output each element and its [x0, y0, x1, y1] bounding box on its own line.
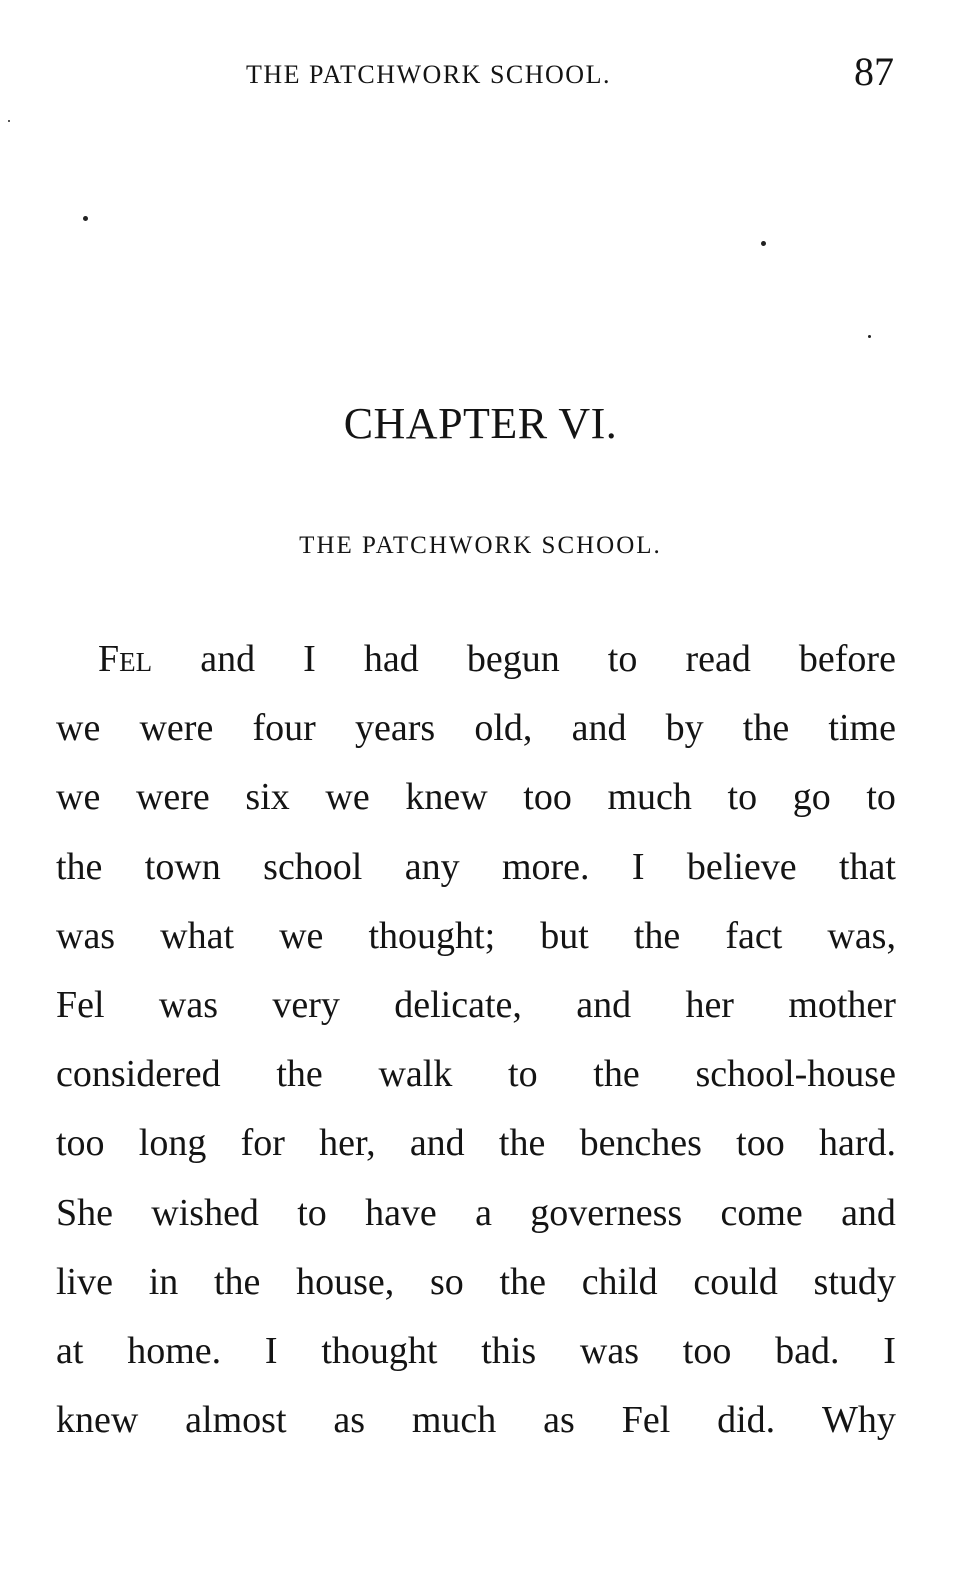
word: and — [576, 983, 632, 1026]
word: the — [593, 1053, 640, 1096]
word: were — [135, 776, 210, 819]
word: the — [742, 707, 790, 750]
word: we — [279, 914, 324, 957]
word: have — [365, 1191, 437, 1234]
word: her — [685, 983, 734, 1026]
word: six — [245, 776, 290, 819]
word: begun — [466, 638, 560, 680]
word: to — [508, 1053, 538, 1096]
word: thought; — [368, 914, 496, 957]
print-speck — [868, 335, 871, 338]
word: as — [543, 1399, 575, 1442]
word: governess — [530, 1191, 683, 1234]
text-line — [56, 980, 896, 1049]
word: what — [160, 914, 235, 957]
text-line — [56, 634, 896, 703]
text-line — [56, 1118, 896, 1187]
word: did. — [717, 1399, 776, 1442]
word: I — [303, 638, 316, 680]
word: in — [148, 1260, 179, 1303]
word: hard. — [818, 1122, 896, 1165]
word: walk — [378, 1053, 453, 1096]
word: almost — [185, 1399, 287, 1442]
word: to — [727, 776, 758, 819]
word: so — [430, 1260, 464, 1303]
word: benches — [579, 1122, 702, 1165]
word: too — [736, 1122, 785, 1165]
word: that — [839, 845, 896, 888]
word: knew — [56, 1399, 139, 1442]
word: for — [240, 1122, 285, 1165]
word: the — [633, 914, 681, 957]
word: were — [139, 707, 214, 750]
word: four — [252, 707, 316, 750]
word: we — [325, 776, 370, 819]
word: by — [665, 707, 704, 750]
body-text — [56, 634, 896, 1464]
word: to — [607, 638, 638, 680]
word: but — [540, 914, 589, 957]
word: much — [411, 1399, 497, 1442]
word: I — [264, 1329, 278, 1372]
word: any — [404, 845, 460, 888]
word: mother — [788, 983, 896, 1026]
word: She — [56, 1191, 113, 1234]
chapter-title: THE PATCHWORK SCHOOL. — [299, 532, 662, 559]
word: I — [631, 845, 645, 888]
word: too — [56, 1122, 105, 1165]
word: could — [693, 1260, 778, 1303]
word: live — [56, 1260, 113, 1303]
word: to — [297, 1191, 327, 1234]
word: as — [333, 1399, 366, 1442]
word: considered — [56, 1053, 221, 1096]
word: to — [866, 776, 896, 819]
word: was — [158, 983, 219, 1026]
word: thought — [321, 1329, 438, 1372]
text-line — [56, 1326, 896, 1395]
word: delicate, — [394, 983, 522, 1026]
word: had — [363, 638, 419, 680]
chapter-heading: CHAPTER VI. — [343, 399, 618, 448]
word: we — [56, 707, 101, 750]
word: long — [138, 1122, 207, 1165]
text-line — [56, 772, 896, 841]
word: Fel — [621, 1399, 671, 1442]
text-line — [56, 1188, 896, 1257]
word: knew — [405, 776, 488, 819]
word: Fel — [98, 638, 153, 680]
word: her, — [319, 1122, 376, 1165]
word: and — [409, 1122, 465, 1165]
word: too — [523, 776, 572, 819]
page-number: 87 — [854, 49, 894, 94]
word: Why — [822, 1399, 896, 1442]
word: I — [883, 1329, 896, 1372]
word: years — [354, 707, 436, 750]
text-line — [56, 1049, 896, 1118]
word: very — [272, 983, 340, 1026]
word: house, — [296, 1260, 395, 1303]
running-header — [0, 48, 961, 98]
text-line — [56, 911, 896, 980]
word: school-house — [695, 1053, 896, 1096]
word: wished — [151, 1191, 259, 1234]
word: was — [579, 1329, 639, 1372]
word: much — [607, 776, 692, 819]
word: too — [682, 1329, 732, 1372]
word: was, — [827, 914, 896, 957]
word: this — [481, 1329, 537, 1372]
word: was — [56, 914, 116, 957]
word: child — [581, 1260, 658, 1303]
word: school — [263, 845, 363, 888]
word: study — [813, 1260, 896, 1303]
word: at — [56, 1329, 84, 1372]
word: and — [571, 707, 627, 750]
running-title: THE PATCHWORK SCHOOL. — [246, 60, 611, 89]
word: go — [792, 776, 831, 819]
word: Fel — [56, 983, 105, 1026]
word: the — [213, 1260, 261, 1303]
word: come — [720, 1191, 803, 1234]
print-speck — [761, 241, 766, 246]
word: a — [475, 1191, 492, 1234]
print-speck — [83, 216, 88, 221]
text-line — [56, 1257, 896, 1326]
word: and — [841, 1191, 896, 1234]
word: fact — [725, 914, 783, 957]
word: and — [200, 638, 256, 680]
word: believe — [686, 845, 797, 888]
word: home. — [127, 1329, 222, 1372]
word: read — [685, 638, 751, 680]
text-line — [56, 703, 896, 772]
word: the — [498, 1122, 546, 1165]
word: town — [144, 845, 221, 888]
word: old, — [474, 707, 533, 750]
word: the — [499, 1260, 546, 1303]
print-speck — [8, 120, 10, 122]
text-line — [56, 842, 896, 911]
text-line — [56, 1395, 896, 1464]
word: time — [828, 707, 896, 750]
word: before — [798, 638, 896, 680]
word: the — [56, 845, 103, 888]
word: bad. — [775, 1329, 840, 1372]
word: the — [276, 1053, 323, 1096]
word: more. — [501, 845, 590, 888]
word: we — [56, 776, 101, 819]
